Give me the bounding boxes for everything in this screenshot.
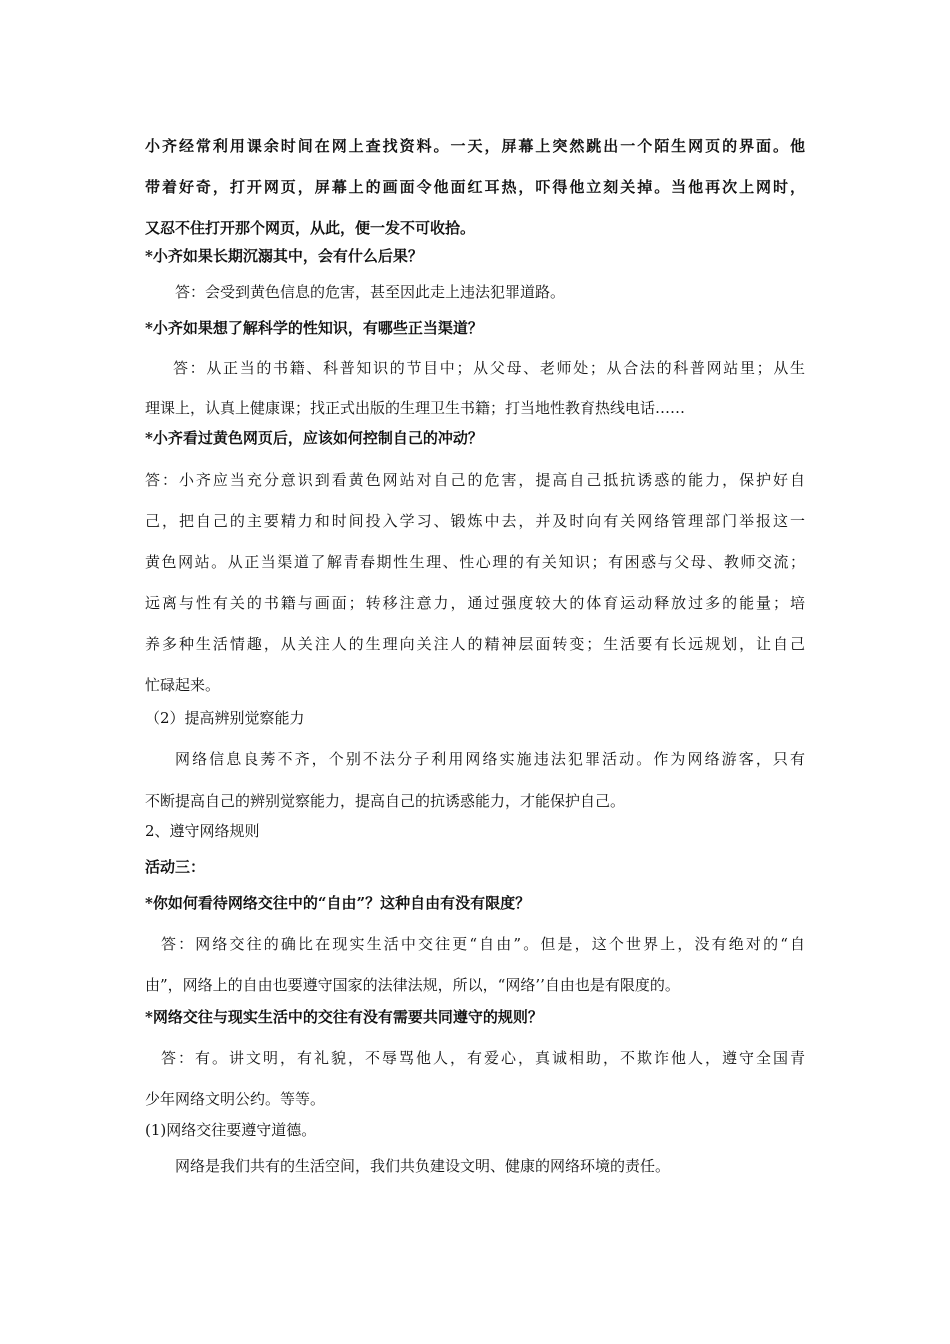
scenario-paragraph (145, 126, 805, 249)
question-2: *小齐如果想了解科学的性知识，有哪些正当渠道？ (145, 319, 483, 337)
answer-4-line-2: 由”，网络上的自由也要遵守国家的法律法规，所以，“网络’’自由也是有限度的。 (145, 976, 680, 994)
answer-3 (145, 460, 805, 706)
answer-5-line-1: 答：有。讲文明，有礼貌，不辱骂他人，有爱心，真诚相助，不欺诈他人，遵守全国青 (161, 1049, 805, 1067)
question-3: *小齐看过黄色网页后，应该如何控制自己的冲动？ (145, 429, 483, 447)
question-5: *网络交往与现实生活中的交往有没有需要共同遵守的规则？ (145, 1008, 543, 1026)
scenario-line-2: 带着好奇，打开网页，屏幕上的画面令他面红耳热，吓得他立刻关掉。当他再次上网时， (145, 178, 805, 196)
paragraph-2 (145, 738, 805, 822)
answer-3-line-6: 忙碌起来。 (145, 676, 221, 694)
answer-2 (145, 348, 805, 428)
paragraph-2-line-2: 不断提高自己的辨别觉察能力，提高自己的抗诱惑能力，才能保护自己。 (145, 792, 626, 810)
answer-3-line-5: 养多种生活情趣，从关注人的生理向关注人的精神层面转变；生活要有长远规划，让自己 (145, 635, 805, 653)
answer-4-line-1: 答：网络交往的确比在现实生活中交往更“自由”。但是，这个世界上，没有绝对的“自 (161, 935, 805, 953)
scenario-line-1: 小齐经常利用课余时间在网上查找资料。一天，屏幕上突然跳出一个陌生网页的界面。他 (145, 137, 805, 155)
section-heading-2: 2、遵守网络规则 (145, 822, 260, 840)
answer-3-line-1: 答：小齐应当充分意识到看黄色网站对自己的危害，提高自己抵抗诱惑的能力，保护好自 (145, 471, 805, 489)
answer-3-line-4: 远离与性有关的书籍与画面；转移注意力，通过强度较大的体育运动释放过多的能量；培 (145, 594, 805, 612)
answer-5-line-2: 少年网络文明公约。等等。 (145, 1090, 326, 1108)
answer-2-line-2: 理课上，认真上健康课；找正式出版的生理卫生书籍；打当地性教育热线电话…… (145, 399, 686, 417)
question-4: *你如何看待网络交往中的“自由”？这种自由有没有限度？ (145, 894, 531, 912)
paragraph-4: 网络是我们共有的生活空间，我们共负建设文明、健康的网络环境的责任。 (175, 1157, 671, 1175)
answer-3-line-3: 黄色网站。从正当渠道了解青春期性生理、性心理的有关知识；有困惑与父母、教师交流； (145, 553, 805, 571)
answer-3-line-2: 己，把自己的主要精力和时间投入学习、锻炼中去，并及时向有关网络管理部门举报这一 (145, 512, 805, 530)
question-1: *小齐如果长期沉溺其中，会有什么后果？ (145, 247, 423, 265)
subheading-4: (1)网络交往要遵守道德。 (145, 1121, 317, 1139)
scenario-line-3: 又忍不住打开那个网页，从此，便一发不可收拾。 (145, 219, 476, 237)
answer-2-line-1: 答：从正当的书籍、科普知识的节目中；从父母、老师处；从合法的科普网站里；从生 (173, 359, 805, 377)
paragraph-2-line-1: 网络信息良莠不齐，个别不法分子利用网络实施违法犯罪活动。作为网络游客，只有 (175, 750, 805, 768)
activity-label: 活动三： (145, 858, 206, 876)
answer-1: 答：会受到黄色信息的危害，甚至因此走上违法犯罪道路。 (175, 283, 566, 301)
answer-4 (145, 924, 805, 1006)
answer-5 (145, 1038, 805, 1120)
subheading-2: （2）提高辨别觉察能力 (145, 709, 305, 727)
